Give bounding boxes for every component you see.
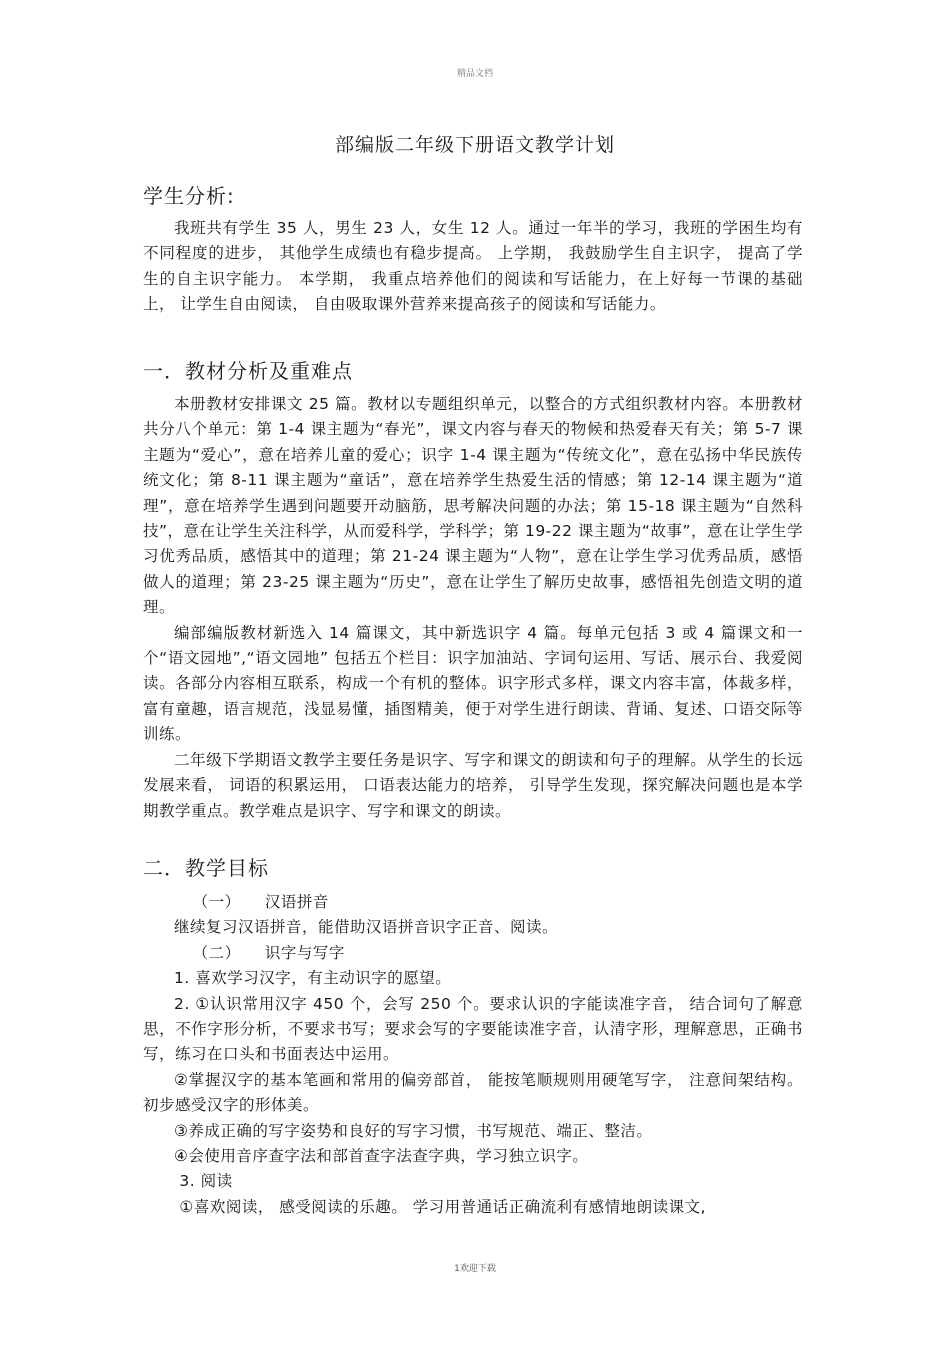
goal-item-2: 2. ①认识常用汉字 450 个，会写 250 个。要求认识的字能读准字音， 结合词句了解意思，不作字形分析，不要求书写；要求会写的字要能读准字音，认清字形，理解意思，正确书写，练习在口头和书面表达中运用。 <box>143 994 803 1064</box>
pinyin-subheading: （一） 汉语拼音 <box>192 893 329 911</box>
goal-item-3: 3. 阅读 <box>179 1172 233 1191</box>
student-analysis-paragraph: 我班共有学生 35 人，男生 23 人，女生 12 人。通过一年半的学习，我班的学困生均有不同程度的进步， 其他学生成绩也有稳步提高。 上学期， 我鼓励学生自主识字， 提高了学生的自主识字能力。 本学期， 我重点培养他们的阅读和写话能力，在上好每一节课的基础上， 让学生自由阅读， 自由吸取课外营养来提高孩子的阅读和写话能力。 <box>143 219 803 314</box>
textbook-paragraph-2: 编部编版教材新选入 14 篇课文，其中新选识字 4 篇。每单元包括 3 或 4 篇课文和一个“语文园地”,“语文园地” 包括五个栏目：识字加油站、字词句运用、写话、展示台、我爱阅读。各部分内容相互联系，构成一个有机的整体。识字形式多样，课文内容丰富，体裁多样，富有童趣，语言规范，浅显易懂，插图精美，便于对学生进行朗读、背诵、复述、口语交际等训练。 <box>143 623 803 744</box>
student-analysis-heading: 学生分析: <box>143 184 235 208</box>
textbook-analysis-section <box>143 392 803 824</box>
footer-note: 欢迎下载 <box>459 1264 496 1274</box>
textbook-paragraph-1: 本册教材安排课文 25 篇。教材以专题组织单元，以整合的方式组织教材内容。本册教材共分八个单元：第 1-4 课主题为“春光”，课文内容与春天的物候和热爱春天有关；第 5-7 课主题为“爱心”，意在培养儿童的爱心；识字 1-4 课主题为“传统文化”，意在弘扬中华民族传统文化；第 8-11 课主题为“童话”，意在培养学生热爱生活的情感；第 12-14 课主题为“道理”，意在培养学生遇到问题要开动脑筋，思考解决问题的办法；第 15-18 课主题为“自然科技”，意在让学生关注科学，从而爱科学，学科学；第 19-22 课主题为“故事”，意在让学生学习优秀品质，感悟其中的道理；第 21-24 课主题为“人物”，意在让学生学习优秀品质，感悟做人的道理；第 23-25 课主题为“历史”，意在让学生了解历史故事，感悟祖先创造文明的道理。 <box>143 395 803 617</box>
literacy-subheading: （二） 识字与写字 <box>192 943 345 962</box>
goal-item-3a: ①喜欢阅读， 感受阅读的乐趣。 学习用普通话正确流利有感情地朗读课文, <box>179 1197 707 1216</box>
page-footer <box>0 1261 950 1274</box>
textbook-analysis-heading: 一．教材分析及重难点 <box>143 359 353 383</box>
goal-item-1: 1. 喜欢学习汉字，有主动识字的愿望。 <box>174 969 452 988</box>
pinyin-text: 继续复习汉语拼音，能借助汉语拼音识字正音、阅读。 <box>174 918 559 937</box>
header-note: 精品文档 <box>456 69 493 79</box>
student-analysis-section <box>143 216 803 318</box>
textbook-paragraph-3: 二年级下学期语文教学主要任务是识字、写字和课文的朗读和句子的理解。从学生的长远发展来看， 词语的积累运用， 口语表达能力的培养， 引导学生发现，探究解决问题也是本学期教学重点。教学难点是识字、写字和课文的朗读。 <box>143 750 803 820</box>
goal-item-2d: ④会使用音序查字法和部首查字法查字典，学习独立识字。 <box>174 1147 589 1166</box>
teaching-goals-section <box>143 890 803 1220</box>
goal-item-2c: ③养成正确的写字姿势和良好的写字习惯，书写规范、端正、整洁。 <box>174 1121 653 1140</box>
teaching-goals-heading: 二．教学目标 <box>143 856 269 880</box>
document-title: 部编版二年级下册语文教学计划 <box>334 134 615 156</box>
page-number: 1 <box>454 1264 460 1274</box>
goal-item-2b: ②掌握汉字的基本笔画和常用的偏旁部首， 能按笔顺规则用硬笔写字， 注意间架结构。初步感受汉字的形体美。 <box>143 1070 803 1115</box>
